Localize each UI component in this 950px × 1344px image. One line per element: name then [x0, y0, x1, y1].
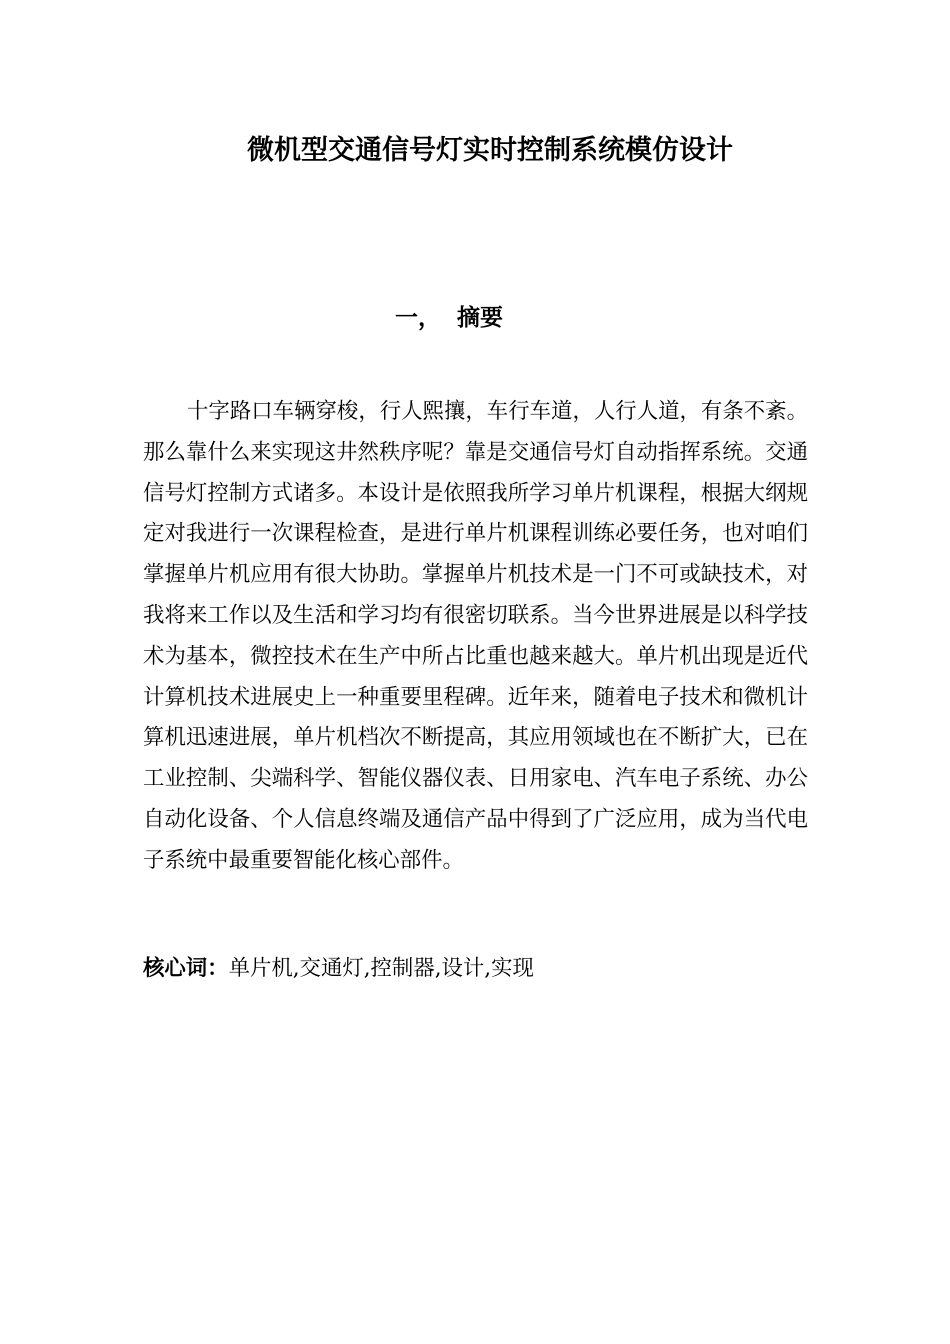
section-number: 一， — [395, 304, 441, 331]
keywords-line — [143, 952, 534, 986]
section-heading — [395, 302, 503, 334]
document-title: 微机型交通信号灯实时控制系统模仿设计 — [247, 135, 733, 166]
keywords-label: 核心词： — [143, 956, 229, 981]
section-heading-text: 摘要 — [457, 304, 503, 331]
abstract-paragraph: 十字路口车辆穿梭，行人熙攘，车行车道，人行人道，有条不紊。那么靠什么来实现这井然秩序呢？靠是交通信号灯自动指挥系统。交通信号灯控制方式诸多。本设计是依照我所学习单片机课程，根据大纲规定对我进行一次课程检查，是进行单片机课程训练必要任务，也对咱们掌握单片机应用有很大协助。掌握单片机技术是一门不可或缺技术，对我将来工作以及生活和学习均有很密切联系。当今世界进展是以科学技术为基本，微控技术在生产中所占比重也越来越大。单片机出现是近代计算机技术进展史上一种重要里程碑。近年来，随着电子技术和微机计算机迅速进展，单片机档次不断提高，其应用领域也在不断扩大，已在工业控制、尖端科学、智能仪器仪表、日用家电、汽车电子系统、办公自动化设备、个人信息终端及通信产品中得到了广泛应用，成为当代电子系统中最重要智能化核心部件。 — [143, 399, 808, 873]
keywords-value: 单片机,交通灯,控制器,设计,实现 — [228, 956, 534, 981]
